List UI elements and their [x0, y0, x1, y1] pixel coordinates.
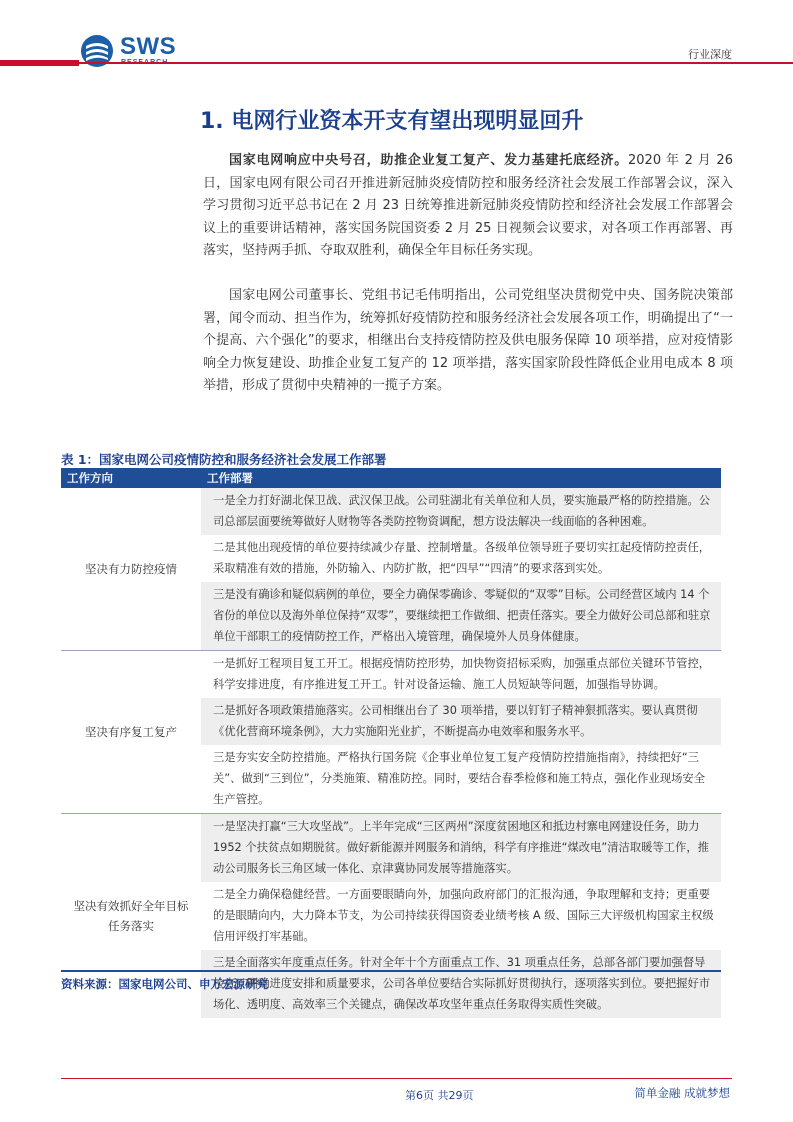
deployment-cell: 一是抓好工程项目复工开工。根据疫情防控形势，加快物资招标采购，加强重点部位关键环节管控，科学安排进度，有序推进复工开工。针对设备运输、施工人员短缺等问题，加强指导协调。 — [213, 657, 711, 691]
paragraph-2-body: 国家电网公司董事长、党组书记毛伟明指出，公司党组坚决贯彻党中央、国务院决策部署，闻令而动、担当作为，统筹抓好疫情防控和服务经济社会发展各项工作，明确提出了“一个提高、六个强化”的要求，相继出台支持疫情防控及供电服务保障 10 项举措，应对疫情影响全力恢复建设、助推企业复工复产的 12 项举措，落实国家阶段性降低企业用电成本 8 项举措，形成了贯彻中央精神的一揽子方案。 — [203, 288, 733, 393]
footer-slogan: 简单金融 成就梦想 — [634, 1086, 730, 1100]
page-number: 第6页 共29页 — [405, 1089, 474, 1102]
paragraph-1 — [203, 150, 733, 263]
header-divider — [0, 62, 793, 64]
deployment-cell: 三是没有确诊和疑似病例的单位，要全力确保零确诊、零疑似的“双零”目标。公司经营区域内 14 个省份的单位以及海外单位保持“双零”，要继续把工作做细、把责任落实。要全力做好公司总部和驻京单位干部职工的疫情防控工作，严格出入境管理，确保境外人员身体健康。 — [201, 582, 721, 651]
footer-divider — [61, 1078, 732, 1079]
paragraph-1-body: 2020 年 2 月 26 日，国家电网有限公司召开推进新冠肺炎疫情防控和服务经济社会发展工作部署会议，深入学习贯彻习近平总书记在 2 月 23 日统筹推进新冠肺炎疫情防控和经济社会发展工作部署会议上的重要讲话精神，落实国务院国资委 2 月 25 日视频会议要求，对各项工作再部署、再落实，坚持两手抓、夺取双胜利，确保全年目标任务实现。 — [203, 153, 733, 258]
table-header-row — [61, 468, 721, 488]
table-source: 资料来源：国家电网公司、申万宏源研究 — [61, 977, 268, 991]
deployment-table — [61, 468, 721, 1018]
table-row — [61, 814, 721, 883]
direction-cell: 坚决有力防控疫情 — [61, 488, 201, 651]
direction-cell: 坚决有效抓好全年目标任务落实 — [73, 899, 189, 933]
table-caption: 表 1：国家电网公司疫情防控和服务经济社会发展工作部署 — [61, 452, 387, 467]
paragraph-1-lead: 国家电网响应中央号召，助推企业复工复产、发力基建托底经济。 — [229, 153, 628, 168]
logo-text: SWS — [120, 33, 177, 60]
column-header-deployment: 工作部署 — [201, 468, 721, 488]
sws-logo — [80, 34, 190, 70]
column-header-direction: 工作方向 — [61, 468, 201, 488]
paragraph-2 — [203, 285, 733, 398]
deployment-cell: 一是坚决打赢“三大攻坚战”。上半年完成“三区两州”深度贫困地区和抵边村寨电网建设任务，助力 1952 个扶贫点如期脱贫。做好新能源并网服务和消纳，科学有序推进“煤改电”清洁取暖等工作，推动公司服务长三角区域一体化、京津冀协同发展等措施落实。 — [201, 814, 721, 883]
deployment-cell: 三是全面落实年度重点任务。针对全年十个方面重点工作、31 项重点任务，总部各部门要加强督导检查，明确进度安排和质量要求，公司各单位要结合实际抓好贯彻执行，逐项落实到位。要把握好市场化、透明度、高效率三个关键点，确保改革攻坚年重点任务取得实质性突破。 — [201, 950, 721, 1018]
deployment-cell: 二是抓好各项政策措施落实。公司相继出台了 30 项举措，要以钉钉子精神狠抓落实。要认真贯彻《优化营商环境条例》，大力实施阳光业扩，不断提高办电效率和服务水平。 — [201, 698, 721, 745]
table-bottom-rule — [61, 970, 721, 972]
report-type: 行业深度 — [688, 48, 732, 61]
deployment-cell: 三是夯实安全防控措施。严格执行国务院《企事业单位复工复产疫情防控措施指南》，持续把好“三关”、做到“三到位”，分类施策、精准防控。同时，要结合春季检修和施工特点，强化作业现场安全生产管控。 — [201, 745, 721, 814]
section-title: 1. 电网行业资本开支有望出现明显回升 — [200, 109, 584, 134]
direction-cell: 坚决有序复工复产 — [61, 651, 201, 814]
table-row — [61, 651, 721, 699]
table-row — [61, 488, 721, 535]
deployment-cell: 一是全力打好湖北保卫战、武汉保卫战。公司驻湖北有关单位和人员，要实施最严格的防控措施。公司总部层面要统筹做好人财物等各类防控物资调配，想方设法解决一线面临的各种困难。 — [201, 488, 721, 535]
deployment-cell: 二是其他出现疫情的单位要持续减少存量、控制增量。各级单位领导班子要切实扛起疫情防控责任，采取精准有效的措施，外防输入、内防扩散，把“四早”“四清”的要求落到实处。 — [213, 541, 711, 575]
deployment-cell: 二是全力确保稳健经营。一方面要眼睛向外，加强向政府部门的汇报沟通，争取理解和支持；更重要的是眼睛向内，大力降本节支，为公司持续获得国资委业绩考核 A 级、国际三大评级机构国家主权级信用评级打牢基础。 — [213, 888, 714, 943]
